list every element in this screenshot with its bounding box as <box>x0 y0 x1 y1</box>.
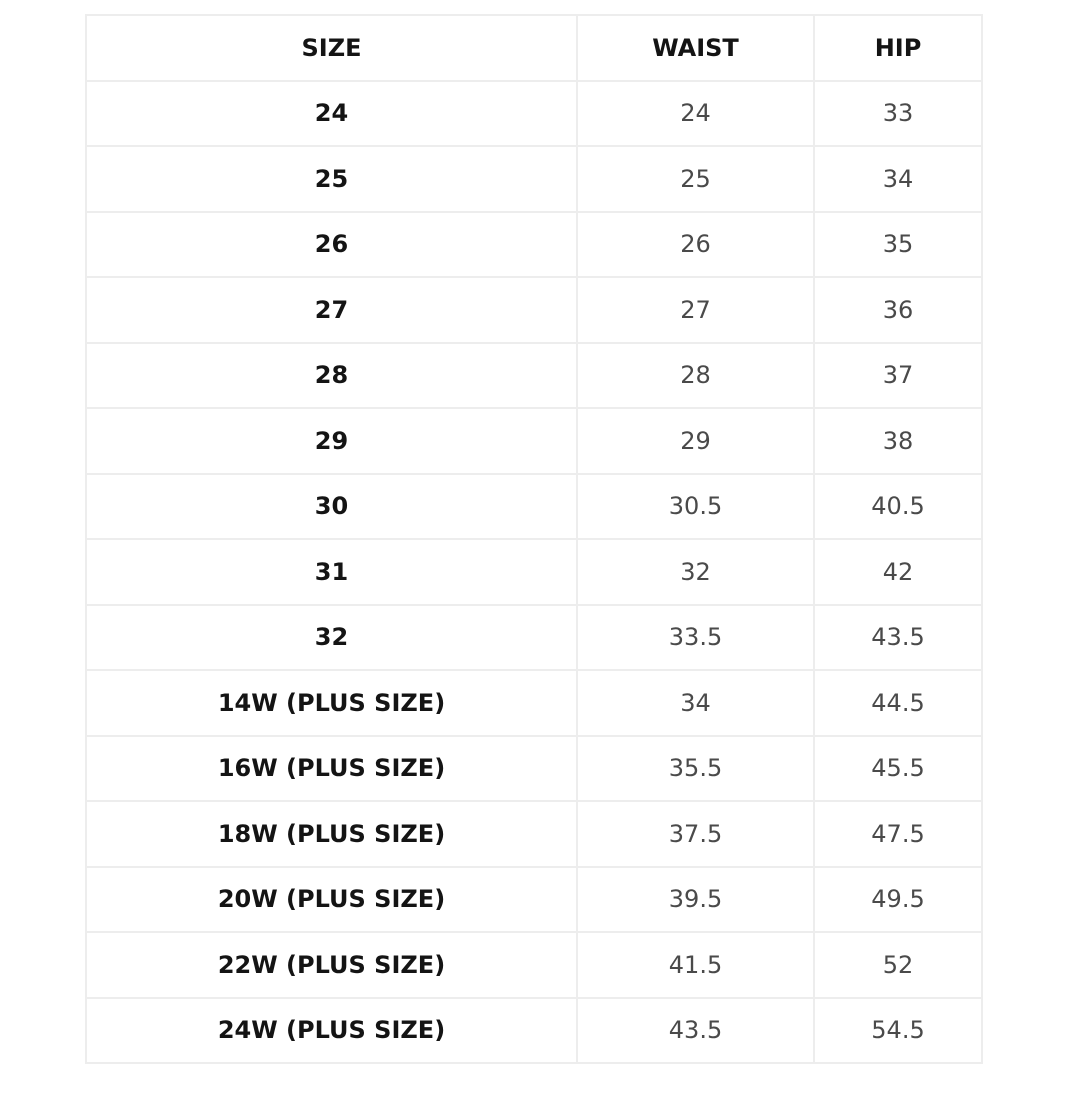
table-row <box>86 408 982 474</box>
waist-cell: 41.5 <box>577 932 814 998</box>
table-row <box>86 605 982 671</box>
size-cell: 28 <box>86 343 577 409</box>
size-cell: 30 <box>86 474 577 540</box>
header-hip: HIP <box>814 15 982 81</box>
size-cell: 22W (PLUS SIZE) <box>86 932 577 998</box>
hip-cell: 37 <box>814 343 982 409</box>
table-row <box>86 736 982 802</box>
waist-cell: 28 <box>577 343 814 409</box>
size-cell: 26 <box>86 212 577 278</box>
table-row <box>86 212 982 278</box>
table-row <box>86 343 982 409</box>
waist-cell: 24 <box>577 81 814 147</box>
size-cell: 25 <box>86 146 577 212</box>
size-cell: 20W (PLUS SIZE) <box>86 867 577 933</box>
waist-cell: 26 <box>577 212 814 278</box>
size-cell: 16W (PLUS SIZE) <box>86 736 577 802</box>
hip-cell: 47.5 <box>814 801 982 867</box>
hip-cell: 44.5 <box>814 670 982 736</box>
table-row <box>86 146 982 212</box>
table-row <box>86 539 982 605</box>
hip-cell: 40.5 <box>814 474 982 540</box>
waist-cell: 32 <box>577 539 814 605</box>
table-header <box>86 15 982 81</box>
hip-cell: 54.5 <box>814 998 982 1064</box>
hip-cell: 36 <box>814 277 982 343</box>
waist-cell: 43.5 <box>577 998 814 1064</box>
hip-cell: 43.5 <box>814 605 982 671</box>
table-row <box>86 474 982 540</box>
waist-cell: 29 <box>577 408 814 474</box>
size-cell: 29 <box>86 408 577 474</box>
size-cell: 31 <box>86 539 577 605</box>
waist-cell: 35.5 <box>577 736 814 802</box>
hip-cell: 49.5 <box>814 867 982 933</box>
table-row <box>86 932 982 998</box>
size-cell: 32 <box>86 605 577 671</box>
hip-cell: 38 <box>814 408 982 474</box>
hip-cell: 45.5 <box>814 736 982 802</box>
size-chart-table <box>85 14 983 1064</box>
size-cell: 24 <box>86 81 577 147</box>
size-cell: 27 <box>86 277 577 343</box>
size-cell: 24W (PLUS SIZE) <box>86 998 577 1064</box>
table-row <box>86 998 982 1064</box>
header-waist: WAIST <box>577 15 814 81</box>
header-size: SIZE <box>86 15 577 81</box>
hip-cell: 35 <box>814 212 982 278</box>
size-cell: 14W (PLUS SIZE) <box>86 670 577 736</box>
waist-cell: 37.5 <box>577 801 814 867</box>
table-body <box>86 81 982 1064</box>
hip-cell: 34 <box>814 146 982 212</box>
table-row <box>86 801 982 867</box>
waist-cell: 30.5 <box>577 474 814 540</box>
waist-cell: 27 <box>577 277 814 343</box>
waist-cell: 39.5 <box>577 867 814 933</box>
hip-cell: 33 <box>814 81 982 147</box>
header-row <box>86 15 982 81</box>
waist-cell: 34 <box>577 670 814 736</box>
hip-cell: 42 <box>814 539 982 605</box>
table-row <box>86 867 982 933</box>
table-row <box>86 670 982 736</box>
waist-cell: 33.5 <box>577 605 814 671</box>
table-row <box>86 277 982 343</box>
waist-cell: 25 <box>577 146 814 212</box>
size-cell: 18W (PLUS SIZE) <box>86 801 577 867</box>
hip-cell: 52 <box>814 932 982 998</box>
table-row <box>86 81 982 147</box>
